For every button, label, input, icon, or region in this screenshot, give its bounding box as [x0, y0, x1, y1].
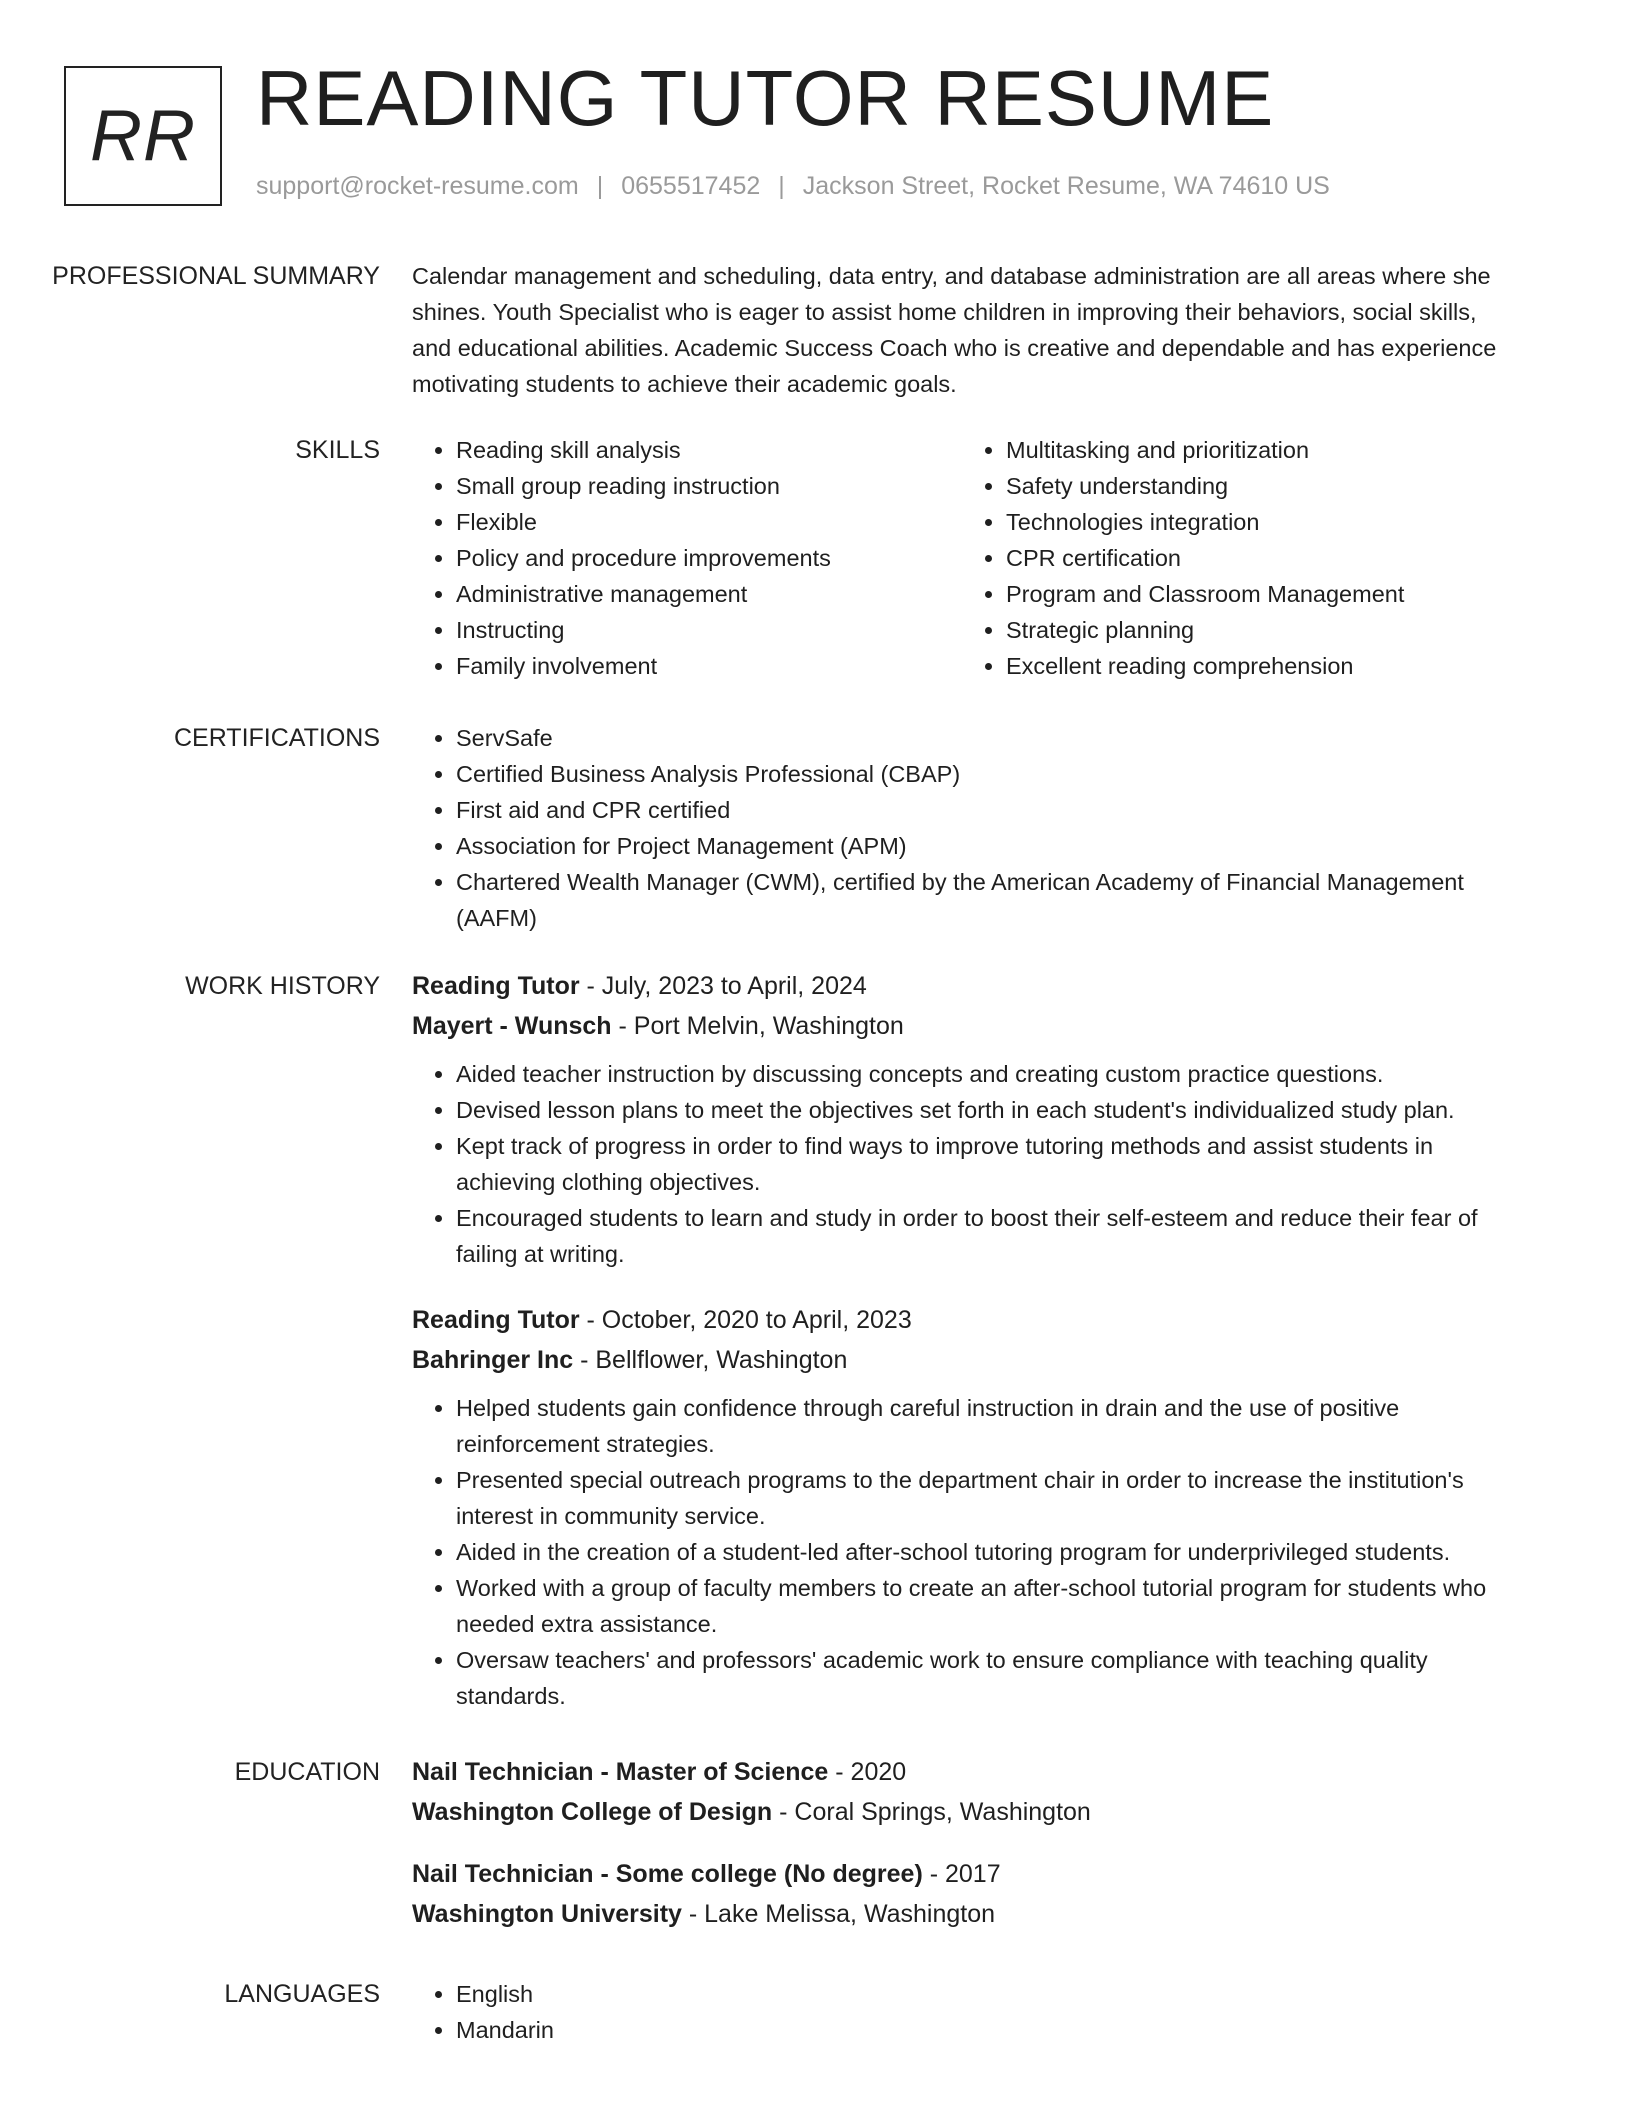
certifications-list — [412, 720, 1512, 936]
skill-item: • Excellent reading comprehension — [1006, 648, 1512, 684]
certification-item: • First aid and CPR certified — [456, 792, 1512, 828]
education-degree: Nail Technician - Some college (No degree) — [412, 1860, 923, 1888]
languages-section — [0, 1976, 1632, 2048]
certification-item: • Chartered Wealth Manager (CWM), certified by the American Academy of Financial Management (AAFM) — [456, 864, 1512, 936]
skills-list-left — [412, 432, 962, 684]
resume-body — [0, 258, 1632, 2048]
work-history-section — [0, 966, 1632, 1742]
summary-section — [0, 258, 1632, 402]
skill-item: • Policy and procedure improvements — [456, 540, 962, 576]
skill-item: • Small group reading instruction — [456, 468, 962, 504]
skill-item: • Instructing — [456, 612, 962, 648]
job-bullet: • Helped students gain confidence through careful instruction in drain and the use of positive reinforcement strategies. — [456, 1390, 1512, 1462]
section-label: PROFESSIONAL SUMMARY — [52, 262, 380, 290]
certification-item: • Association for Project Management (APM) — [456, 828, 1512, 864]
language-item: • English — [456, 1976, 1512, 2012]
job-location: - Bellflower, Washington — [573, 1346, 848, 1374]
certification-item: • ServSafe — [456, 720, 1512, 756]
education-entry — [412, 1854, 1512, 1934]
education-year: - 2020 — [828, 1758, 907, 1786]
language-item: • Mandarin — [456, 2012, 1512, 2048]
contact-separator: | — [778, 172, 785, 200]
education-year: - 2017 — [922, 1860, 1001, 1888]
skill-item: • Technologies integration — [1006, 504, 1512, 540]
job-entry — [412, 1300, 1512, 1714]
job-bullet: • Aided in the creation of a student-led after-school tutoring program for underprivileged students. — [456, 1534, 1512, 1570]
skill-item: • Family involvement — [456, 648, 962, 684]
job-location: - Port Melvin, Washington — [611, 1012, 904, 1040]
job-bullets — [412, 1390, 1512, 1714]
job-bullet: • Oversaw teachers' and professors' academic work to ensure compliance with teaching quality standards. — [456, 1642, 1512, 1714]
job-title: Reading Tutor — [412, 1306, 580, 1334]
job-company: Mayert - Wunsch — [412, 1012, 612, 1040]
certifications-section — [0, 720, 1632, 936]
contact-email: support@rocket-resume.com — [256, 172, 579, 200]
section-label: SKILLS — [295, 436, 380, 464]
education-section — [0, 1752, 1632, 1956]
job-bullet: • Presented special outreach programs to the department chair in order to increase the institution's interest in community service. — [456, 1462, 1512, 1534]
job-dates: - July, 2023 to April, 2024 — [579, 972, 867, 1000]
job-bullet: • Devised lesson plans to meet the objectives set forth in each student's individualized study plan. — [456, 1092, 1512, 1128]
job-title: Reading Tutor — [412, 972, 580, 1000]
skill-item: • Safety understanding — [1006, 468, 1512, 504]
education-entry — [412, 1752, 1512, 1832]
skill-item: • Multitasking and prioritization — [1006, 432, 1512, 468]
skill-item: • Reading skill analysis — [456, 432, 962, 468]
contact-phone: 0655517452 — [621, 172, 761, 200]
contact-separator: | — [596, 172, 604, 200]
education-degree: Nail Technician - Master of Science — [412, 1758, 829, 1786]
skills-section — [0, 432, 1632, 684]
job-bullet: • Encouraged students to learn and study in order to boost their self-esteem and reduce their fear of failing at writing. — [456, 1200, 1512, 1272]
contact-line — [256, 172, 1330, 201]
summary-text: Calendar management and scheduling, data entry, and database administration are all areas where she shines. Youth Specialist who is eager to assist home children in improving their behaviors, social skills, and educational abilities. Academic Success Coach who is creative and dependable and has experience motivating students to achieve their academic goals. — [412, 263, 1497, 397]
job-bullet: • Aided teacher instruction by discussing concepts and creating custom practice questions. — [456, 1056, 1512, 1092]
section-label: EDUCATION — [234, 1758, 380, 1786]
monogram-text: RR — [90, 96, 196, 176]
skill-item: • Program and Classroom Management — [1006, 576, 1512, 612]
section-label: WORK HISTORY — [185, 972, 380, 1000]
skill-item: • Strategic planning — [1006, 612, 1512, 648]
skill-item: • CPR certification — [1006, 540, 1512, 576]
job-entry — [412, 966, 1512, 1272]
job-bullet: • Worked with a group of faculty members to create an after-school tutorial program for students who needed extra assistance. — [456, 1570, 1512, 1642]
resume-title: READING TUTOR RESUME — [256, 54, 1275, 142]
education-school: Washington University — [412, 1900, 682, 1928]
job-company: Bahringer Inc — [412, 1346, 574, 1374]
section-label: CERTIFICATIONS — [173, 724, 380, 752]
job-bullet: • Kept track of progress in order to find ways to improve tutoring methods and assist students in achieving clothing objectives. — [456, 1128, 1512, 1200]
monogram-logo — [64, 66, 222, 206]
education-location: - Coral Springs, Washington — [772, 1798, 1091, 1826]
section-label: LANGUAGES — [224, 1980, 380, 2008]
skills-list-right — [962, 432, 1512, 684]
languages-list — [412, 1976, 1512, 2048]
certification-item: • Certified Business Analysis Professional (CBAP) — [456, 756, 1512, 792]
contact-address: Jackson Street, Rocket Resume, WA 74610 US — [802, 172, 1330, 200]
job-bullets — [412, 1056, 1512, 1272]
skill-item: • Administrative management — [456, 576, 962, 612]
skill-item: • Flexible — [456, 504, 962, 540]
education-school: Washington College of Design — [412, 1798, 773, 1826]
education-location: - Lake Melissa, Washington — [681, 1900, 996, 1928]
job-dates: - October, 2020 to April, 2023 — [579, 1306, 912, 1334]
